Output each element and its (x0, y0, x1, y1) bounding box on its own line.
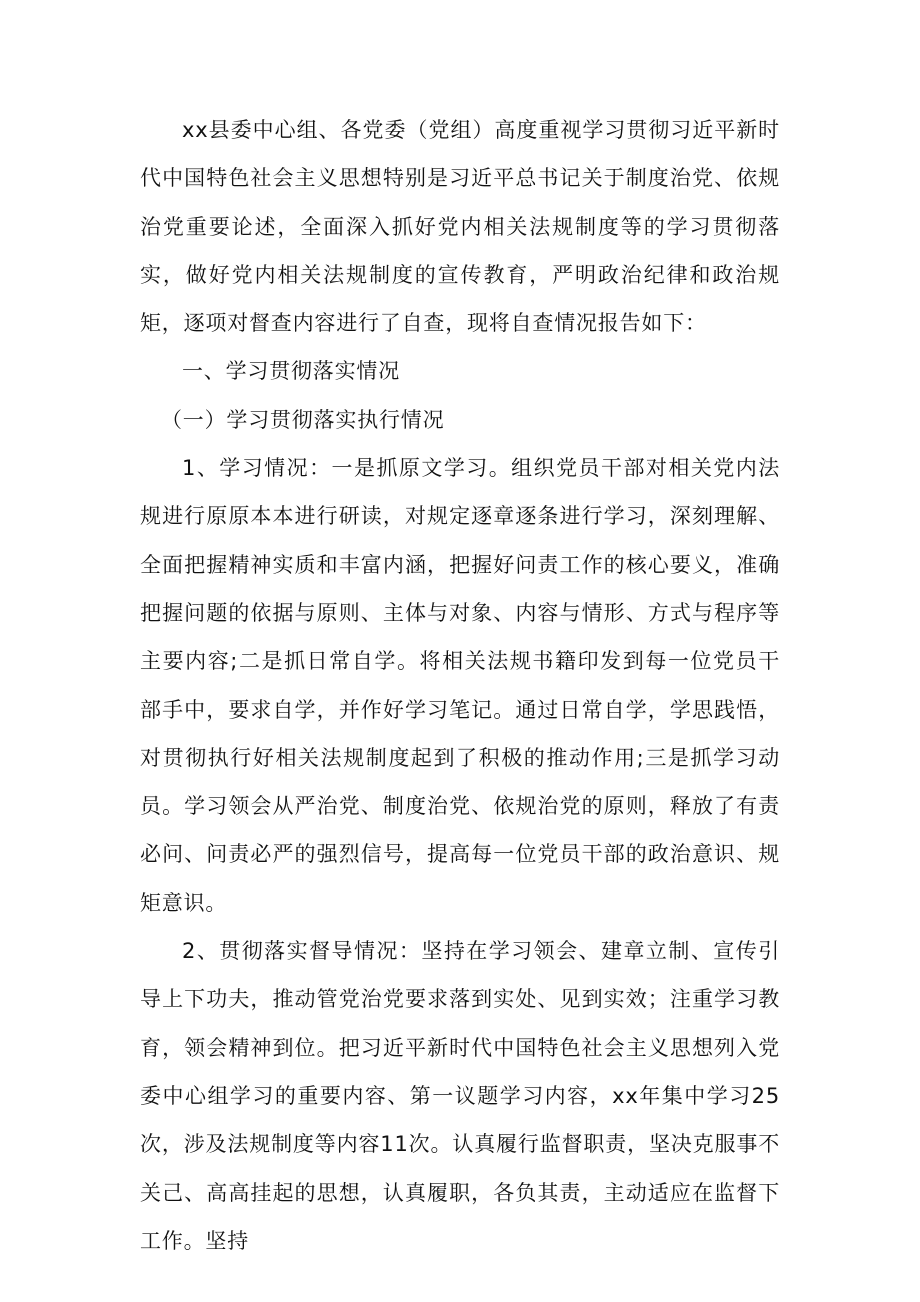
document-body (140, 106, 780, 1265)
study-status-paragraph: 1、学习情况：一是抓原文学习。组织党员干部对相关党内法规进行原原本本进行研读，对规定逐章逐条进行学习，深刻理解、全面把握精神实质和丰富内涵，把握好问责工作的核心要义，准确把握问题的依据与原则、主体与对象、内容与情形、方式与程序等主要内容;二是抓日常自学。将相关法规书籍印发到每一位党员干部手中，要求自学，并作好学习笔记。通过日常自学，学思践悟，对贯彻执行好相关法规制度起到了积极的推动作用;三是抓学习动员。学习领会从严治党、制度治党、依规治党的原则，释放了有责必问、问责必严的强烈信号，提高每一位党员干部的政治意识、规矩意识。 (140, 456, 780, 915)
subsection-heading: （一）学习贯彻落实执行情况 (161, 407, 445, 432)
section-heading: 一、学习贯彻落实情况 (182, 359, 400, 384)
intro-paragraph: xx县委中心组、各党委（党组）高度重视学习贯彻习近平新时代中国特色社会主义思想特别是习近平总书记关于制度治党、依规治党重要论述，全面深入抓好党内相关法规制度等的学习贯彻落实，做好党内相关法规制度的宣传教育，严明政治纪律和政治规矩，逐项对督查内容进行了自查，现将自查情况报告如下： (140, 118, 780, 336)
supervision-status-paragraph: 2、贯彻落实督导情况：坚持在学习领会、建章立制、宣传引导上下功夫，推动管党治党要求落到实处、见到实效；注重学习教育，领会精神到位。把习近平新时代中国特色社会主义思想列入党委中心组学习的重要内容、第一议题学习内容，xx年集中学习25次，涉及法规制度等内容11次。认真履行监督职责，坚决克服事不关己、高高挂起的思想，认真履职，各负其责，主动适应在监督下工作。坚持 (140, 939, 780, 1253)
